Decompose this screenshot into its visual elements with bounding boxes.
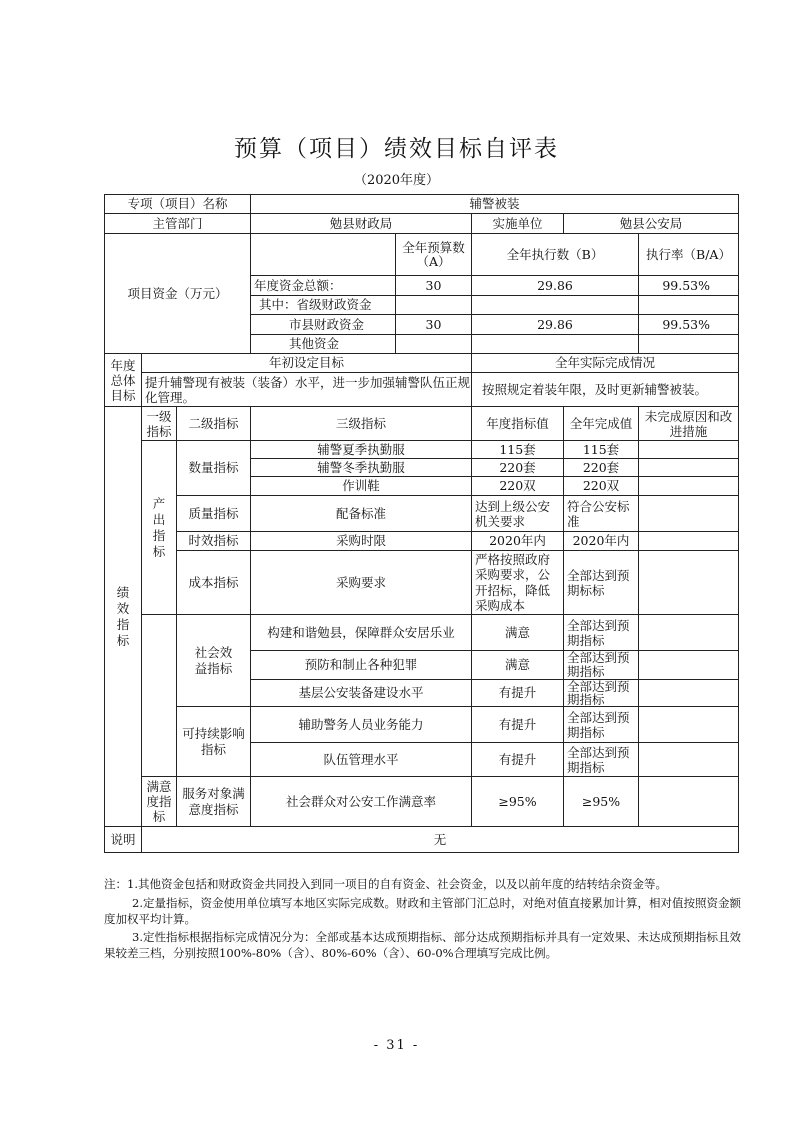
satis-l1: 满意度指标 <box>141 776 177 827</box>
target-cell: ≥95% <box>471 776 564 827</box>
target-cell: 满意 <box>471 614 564 651</box>
reason-cell <box>638 458 739 477</box>
l3-cell: 构建和谐勉县，保障群众安居乐业 <box>250 614 472 651</box>
funds-row-a <box>395 334 472 354</box>
social-l2: 社会效益指标 <box>176 614 251 707</box>
remark-label: 说明 <box>104 826 142 853</box>
l3-cell: 辅警夏季执勤服 <box>250 440 472 459</box>
funds-col-a: 全年预算数（A） <box>395 233 472 276</box>
funds-col-b: 全年执行数（B） <box>471 233 639 276</box>
col-actual: 全年完成值 <box>563 406 639 441</box>
col-l1: 一级指标 <box>141 406 177 441</box>
funds-row-a: 30 <box>395 314 472 335</box>
target-cell: 满意 <box>471 650 564 680</box>
funds-row-label: 其中：省级财政资金 <box>250 295 396 315</box>
funds-row-b: 29.86 <box>471 275 639 296</box>
target-cell: 有提升 <box>471 706 564 743</box>
output-l1 <box>141 440 177 615</box>
note-3: 3.定性指标根据指标完成情况分为：全部或基本达成预期指标、部分达成预期指标并具有一定效果、未达成预期指标且效果较差三档，分别按照100%-80%（含）、80%-60%（含）、60-0%合理填写完成比例。 <box>104 930 741 960</box>
goal-set-label: 年初设定目标 <box>141 353 472 373</box>
actual-cell: 220双 <box>563 476 639 496</box>
target-cell: 严格按照政府采购要求，公开招标，降低采购成本 <box>471 550 564 615</box>
goal-label: 年度总体目标 <box>104 353 142 407</box>
actual-cell: 220套 <box>563 458 639 477</box>
remark-value: 无 <box>141 826 739 853</box>
l3-cell: 社会群众对公安工作满意率 <box>250 776 472 827</box>
funds-row-a: 30 <box>395 275 472 296</box>
actual-cell: 全部达到预期标标 <box>563 550 639 615</box>
indicators-section-label <box>104 406 142 827</box>
note-1: 注：1.其他资金包括和财政资金共同投入到同一项目的自有资金、社会资金，以及以前年度的结转结余资金等。 <box>104 877 667 891</box>
reason-cell <box>638 550 739 615</box>
l3-cell: 基层公安装备建设水平 <box>250 679 472 707</box>
indicators-section-text: 绩效指标 <box>116 584 130 648</box>
actual-cell: 全部达到预期指标 <box>563 742 639 777</box>
funds-row-b <box>471 334 639 354</box>
l3-cell: 采购要求 <box>250 550 472 615</box>
funds-row-rate: 99.53% <box>638 275 739 296</box>
cost-l2: 成本指标 <box>176 550 251 615</box>
actual-cell: 符合公安标准 <box>563 495 639 532</box>
l3-cell: 配备标准 <box>250 495 472 532</box>
satis-l2: 服务对象满意度指标 <box>176 776 251 827</box>
l3-cell: 辅助警务人员业务能力 <box>250 706 472 743</box>
reason-cell <box>638 706 739 743</box>
l3-cell: 辅警冬季执勤服 <box>250 458 472 477</box>
l3-cell: 作训鞋 <box>250 476 472 496</box>
actual-cell: 全部达到预期指标 <box>563 706 639 743</box>
page-number: - 31 - <box>373 1038 420 1053</box>
l3-cell: 队伍管理水平 <box>250 742 472 777</box>
timeliness-l2: 时效指标 <box>176 531 251 551</box>
reason-cell <box>638 742 739 777</box>
funds-row-label: 其他资金 <box>250 334 396 354</box>
goal-set-text: 提升辅警现有被装（装备）水平，进一步加强辅警队伍正规化管理。 <box>141 372 472 407</box>
page-title: 预算（项目）绩效目标自评表 <box>234 136 559 162</box>
l3-cell: 采购时限 <box>250 531 472 551</box>
reason-cell <box>638 650 739 680</box>
quantity-l2: 数量指标 <box>176 440 251 496</box>
project-name-label: 专项（项目）名称 <box>104 194 251 214</box>
l3-cell: 预防和制止各种犯罪 <box>250 650 472 680</box>
reason-cell <box>638 614 739 651</box>
report-year: （2020年度） <box>353 173 440 188</box>
actual-cell: 全部达到预期指标 <box>563 650 639 680</box>
output-l1-text: 产出指标 <box>152 495 166 559</box>
project-name-value: 辅警被装 <box>250 194 739 214</box>
funds-row-a <box>395 295 472 315</box>
actual-cell: ≥95% <box>563 776 639 827</box>
reason-cell <box>638 776 739 827</box>
col-reason: 未完成原因和改进措施 <box>638 406 739 441</box>
funds-row-b: 29.86 <box>471 314 639 335</box>
funds-row-b <box>471 295 639 315</box>
sustain-l2: 可持续影响指标 <box>176 706 251 777</box>
reason-cell <box>638 531 739 551</box>
dept-value: 勉县财政局 <box>250 213 472 234</box>
dept-label: 主管部门 <box>104 213 251 234</box>
funds-label: 项目资金（万元） <box>104 233 251 354</box>
col-l3: 三级指标 <box>250 406 472 441</box>
funds-row-rate <box>638 295 739 315</box>
funds-row-rate <box>638 334 739 354</box>
actual-cell: 2020年内 <box>563 531 639 551</box>
reason-cell <box>638 495 739 532</box>
target-cell: 达到上级公安机关要求 <box>471 495 564 532</box>
funds-blank-header <box>250 233 396 276</box>
target-cell: 有提升 <box>471 742 564 777</box>
funds-row-label: 市县财政资金 <box>250 314 396 335</box>
note-2: 2.定量指标，资金使用单位填写本地区实际完成数。财政和主管部门汇总时，对绝对值直接累加计算，相对值按照资金额度加权平均计算。 <box>104 896 741 926</box>
funds-row-label: 年度资金总额： <box>250 275 396 296</box>
funds-col-rate: 执行率（B/A） <box>638 233 739 276</box>
target-cell: 115套 <box>471 440 564 459</box>
unit-value: 勉县公安局 <box>563 213 739 234</box>
reason-cell <box>638 679 739 707</box>
goal-actual-label: 全年实际完成情况 <box>471 353 739 373</box>
target-cell: 2020年内 <box>471 531 564 551</box>
target-cell: 220双 <box>471 476 564 496</box>
actual-cell: 全部达到预期指标 <box>563 679 639 707</box>
actual-cell: 全部达到预期指标 <box>563 614 639 651</box>
actual-cell: 115套 <box>563 440 639 459</box>
reason-cell <box>638 476 739 496</box>
col-target: 年度指标值 <box>471 406 564 441</box>
funds-row-rate: 99.53% <box>638 314 739 335</box>
unit-label: 实施单位 <box>471 213 564 234</box>
quality-l2: 质量指标 <box>176 495 251 532</box>
goal-actual-text: 按照规定着装年限，及时更新辅警被装。 <box>471 372 739 407</box>
target-cell: 220套 <box>471 458 564 477</box>
target-cell: 有提升 <box>471 679 564 707</box>
effect-l1 <box>141 614 177 777</box>
reason-cell <box>638 440 739 459</box>
col-l2: 二级指标 <box>176 406 251 441</box>
